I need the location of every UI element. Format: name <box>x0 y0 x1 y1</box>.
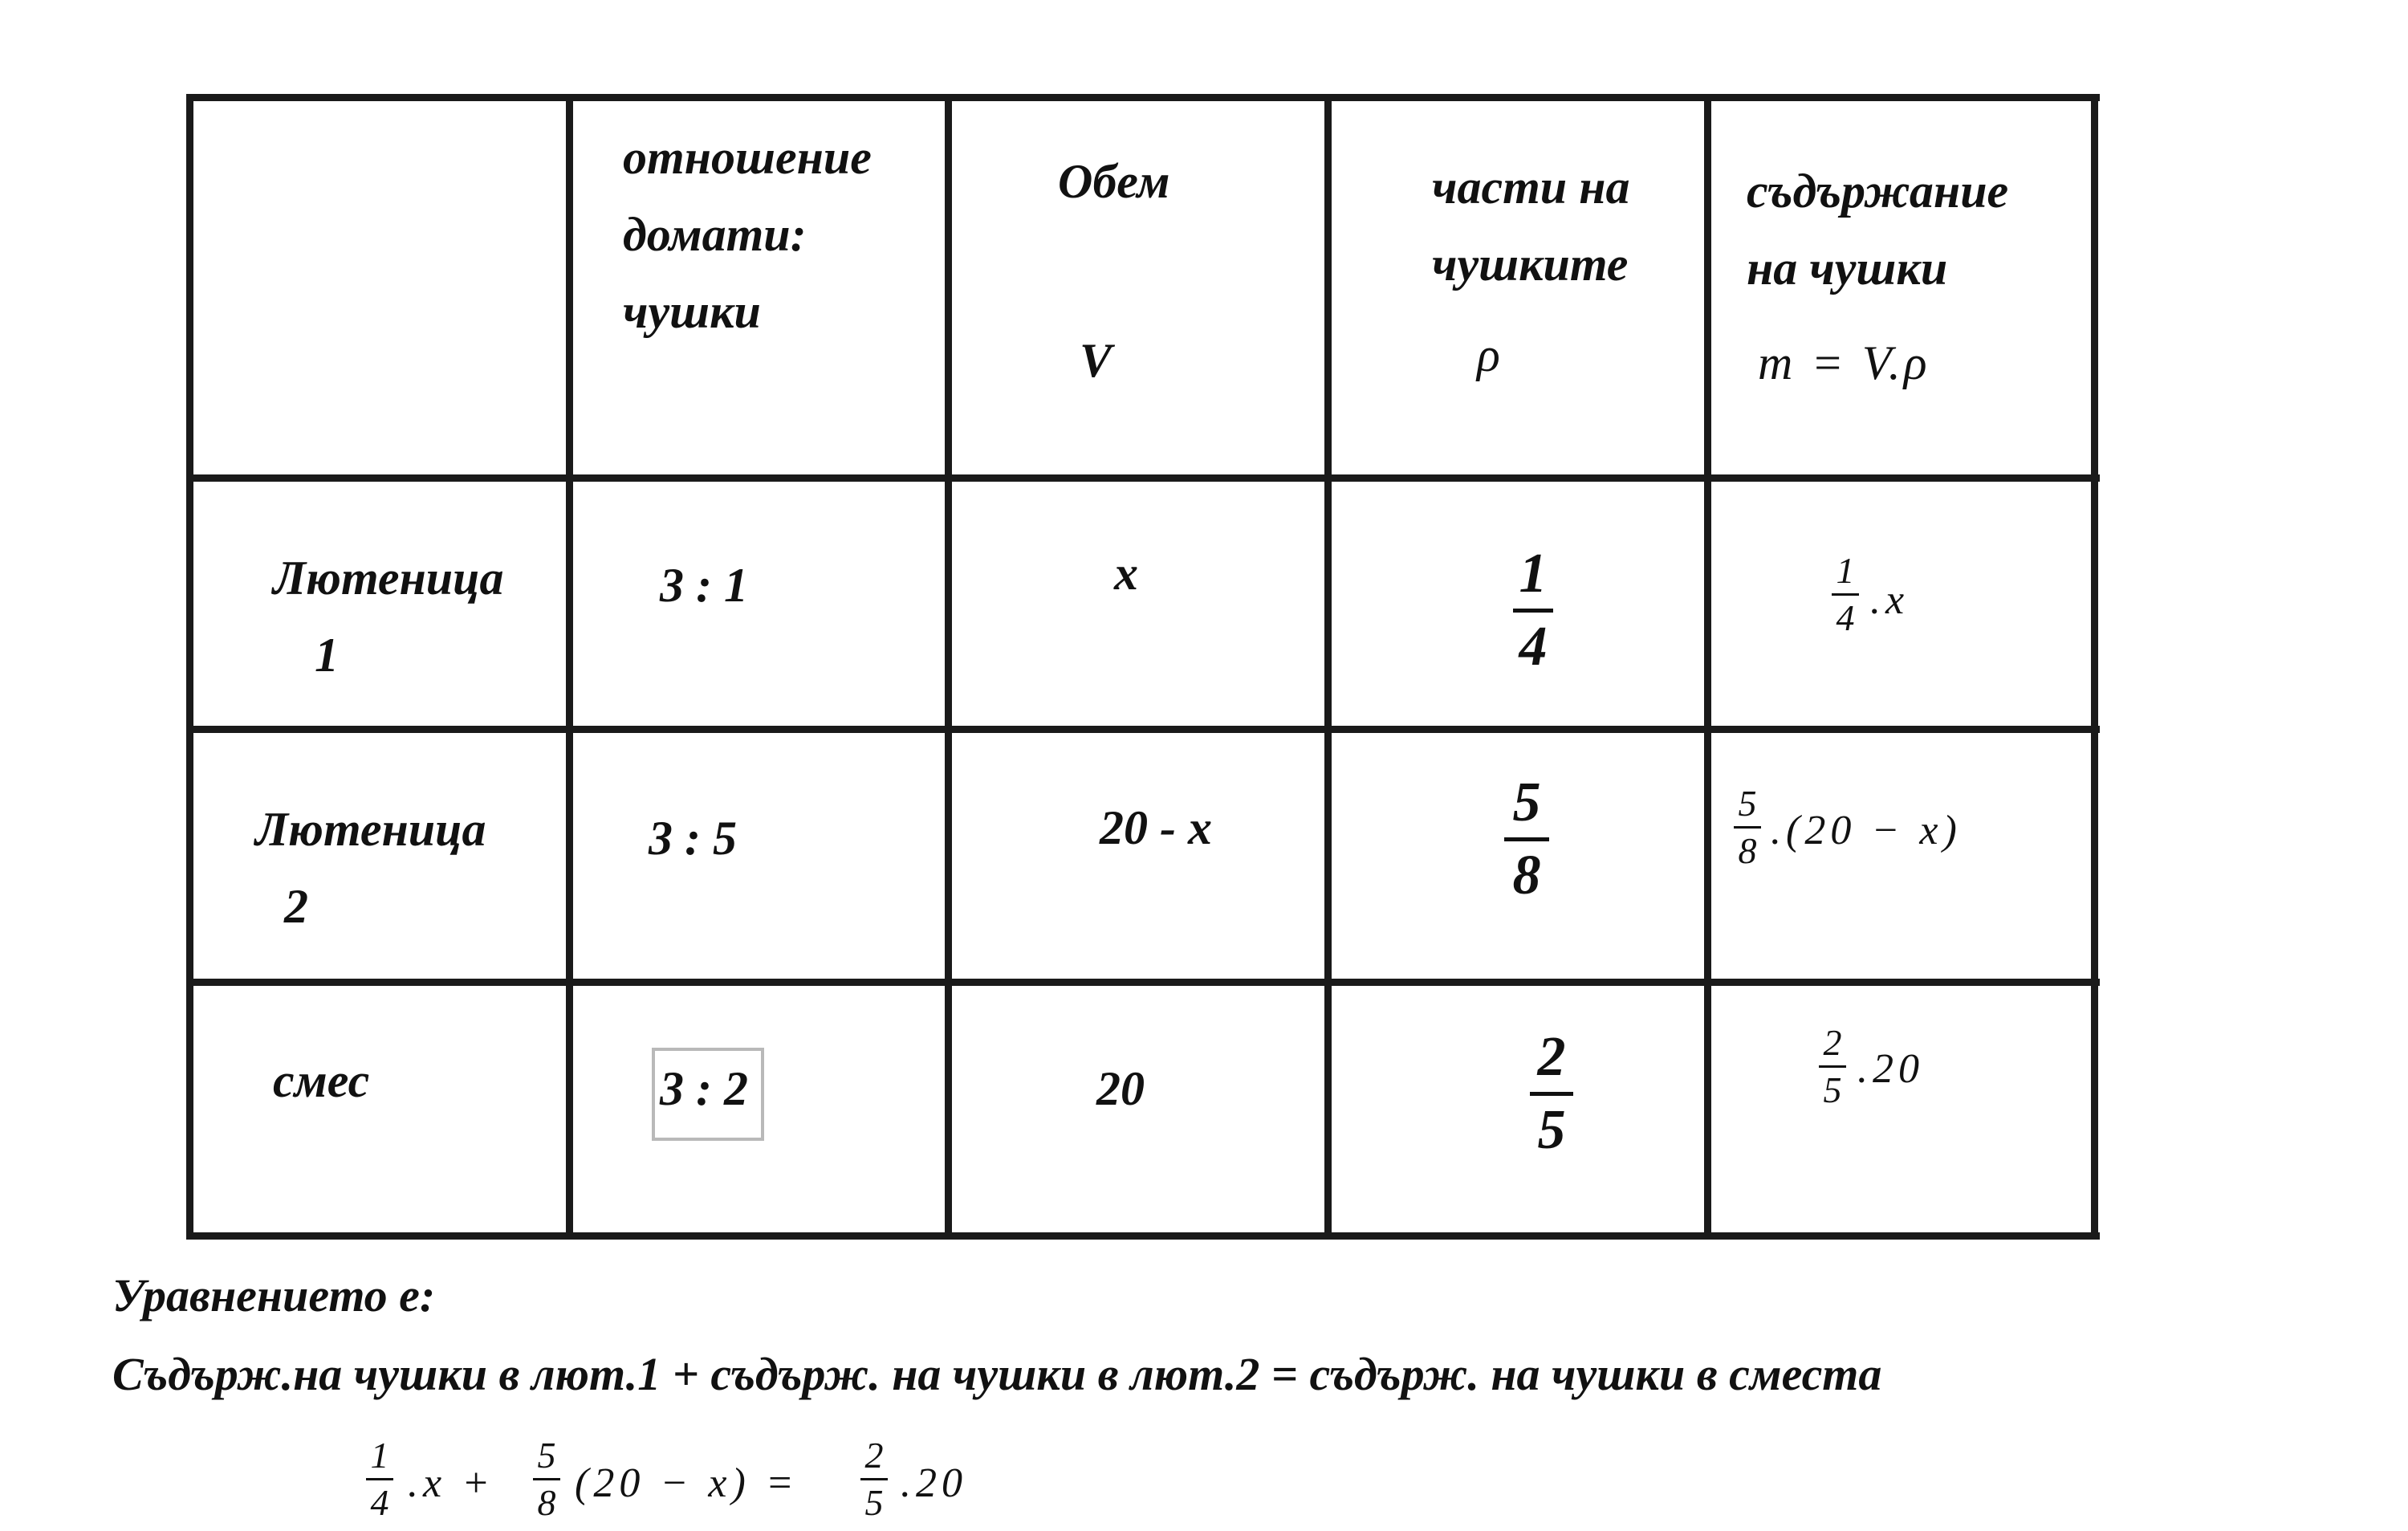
row2-name-line-2: 2 <box>284 880 308 933</box>
row3-name: смес <box>273 1054 370 1107</box>
row3-content-tail: .20 <box>1857 1046 1924 1092</box>
row3-parts-fraction <box>1530 1026 1573 1161</box>
row3-content-fraction <box>1819 1024 1846 1109</box>
equation-term3-num: 2 <box>864 1435 884 1476</box>
row1-parts-bar <box>1513 609 1553 613</box>
row1-content-tail: .x <box>1870 577 1910 623</box>
table-rule-1 <box>186 474 2100 482</box>
equation-term1-bar <box>366 1478 393 1480</box>
table-rule-3 <box>186 979 2100 986</box>
table-border-top <box>186 94 2100 101</box>
row3-content-num: 2 <box>1823 1022 1842 1063</box>
row2-content-bar <box>1734 826 1761 829</box>
header-volume-symbol: V <box>1080 334 1112 387</box>
row1-content-bar <box>1832 593 1859 596</box>
row1-name-line-1: Лютеница <box>273 552 504 605</box>
row2-parts-bar <box>1504 837 1549 841</box>
row1-parts-num: 1 <box>1519 543 1548 605</box>
header-parts <box>1432 149 1629 303</box>
header-ratio <box>623 119 872 350</box>
equation-term1-num: 1 <box>370 1435 389 1476</box>
row3-content-den: 5 <box>1823 1069 1842 1110</box>
row2-ratio: 3 : 5 <box>649 812 737 865</box>
row2-content-tail: .(20 − x) <box>1771 808 1962 853</box>
equation-in-words: Съдърж.на чушки в лют.1 + съдърж. на чушки в лют.2 = съдърж. на чушки в сместа <box>112 1348 1882 1400</box>
header-content <box>1747 153 2008 307</box>
table-border-right <box>2091 94 2098 1240</box>
equation-term1-den: 4 <box>370 1482 389 1523</box>
header-ratio-line-2: домати: <box>623 208 807 261</box>
table-border-left <box>186 94 193 1240</box>
equation-term3-den: 5 <box>864 1482 884 1523</box>
equation-term1-fraction <box>366 1437 393 1521</box>
row1-parts-fraction <box>1513 543 1553 678</box>
row2-volume: 20 - x <box>1100 801 1212 854</box>
table-col-rule-3 <box>1324 94 1332 1240</box>
row2-content-fraction <box>1734 785 1761 869</box>
row2-content-num: 5 <box>1738 783 1757 824</box>
row2-name <box>255 791 486 945</box>
table-col-rule-4 <box>1704 94 1711 1240</box>
row3-content-bar <box>1819 1065 1846 1068</box>
row1-content-den: 4 <box>1836 597 1855 638</box>
row2-parts-fraction <box>1504 772 1549 906</box>
header-volume-label: Обем <box>1058 155 1170 208</box>
equation-heading: Уравнението е: <box>112 1269 436 1321</box>
row1-ratio: 3 : 1 <box>660 559 748 612</box>
equation-term2-fraction <box>533 1437 560 1521</box>
header-parts-symbol: ρ <box>1477 328 1500 381</box>
table-col-rule-2 <box>945 94 952 1240</box>
header-parts-line-1: части на <box>1432 161 1630 214</box>
equation-term2-tail: (20 − x) = <box>575 1460 799 1506</box>
equation-term2-num: 5 <box>537 1435 556 1476</box>
equation-term2-bar <box>533 1478 560 1480</box>
row1-content-num: 1 <box>1836 550 1855 591</box>
header-ratio-line-1: отношение <box>623 131 872 184</box>
row3-ratio: 3 : 2 <box>660 1062 748 1115</box>
table-rule-2 <box>186 726 2100 733</box>
row3-volume: 20 <box>1096 1062 1145 1115</box>
equation-term1-tail: .x + <box>408 1460 495 1506</box>
equation-term3-bar <box>860 1478 888 1480</box>
header-content-line-1: съдържание <box>1747 165 2009 218</box>
row2-content-den: 8 <box>1738 830 1757 871</box>
header-content-formula: m = V.ρ <box>1758 336 1930 389</box>
table-col-rule-1 <box>566 94 573 1240</box>
row1-volume: x <box>1114 547 1138 600</box>
row1-name <box>273 540 504 694</box>
equation-term2-den: 8 <box>537 1482 556 1523</box>
row1-content-fraction <box>1832 552 1859 637</box>
row1-name-line-2: 1 <box>315 629 339 682</box>
equation-term3-fraction <box>860 1437 888 1521</box>
row2-name-line-1: Лютеница <box>255 803 486 856</box>
row2-parts-den: 8 <box>1512 845 1541 906</box>
row3-parts-den: 5 <box>1537 1099 1566 1161</box>
header-ratio-line-3: чушки <box>623 285 761 338</box>
header-content-line-2: на чушки <box>1747 242 1948 295</box>
header-parts-line-2: чушките <box>1432 238 1629 291</box>
row1-parts-den: 4 <box>1519 616 1548 678</box>
row3-parts-bar <box>1530 1092 1573 1096</box>
row2-parts-num: 5 <box>1512 772 1541 833</box>
row3-parts-num: 2 <box>1537 1026 1566 1088</box>
equation-term3-tail: .20 <box>901 1460 967 1506</box>
table-border-bottom <box>186 1232 2100 1240</box>
